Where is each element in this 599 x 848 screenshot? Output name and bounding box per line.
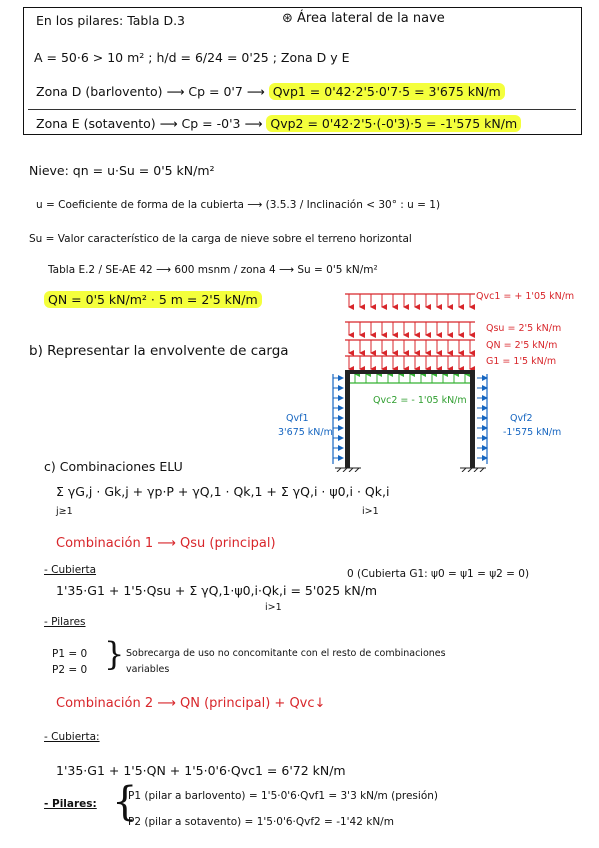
nieve-line-4: Tabla E.2 / SE-AE 42 ⟶ 600 msnm / zona 4 ⟶ Su = 0'5 kN/m² <box>48 264 378 276</box>
box-line-1-left: En los pilares: Tabla D.3 <box>36 13 186 28</box>
qvp1-highlight: Qvp1 = 0'42·2'5·0'7·5 = 3'675 kN/m <box>269 83 505 100</box>
box-line-1-right: ⊛ Área lateral de la nave <box>282 11 445 26</box>
right-support <box>460 468 486 472</box>
comb2-p2: P2 (pilar a sotavento) = 1'5·0'6·Qvf2 = -1'42 kN/m <box>128 816 394 828</box>
comb1-note: 0 (Cubierta G1: ψ0 = ψ1 = ψ2 = 0) <box>347 568 530 580</box>
comb2-cubierta-label: - Cubierta: <box>44 731 100 743</box>
comb1-p1: P1 = 0 <box>52 648 88 660</box>
label-qvf2-value: -1'575 kN/m <box>503 427 562 438</box>
comb1-equation: 1'35·G1 + 1'5·Qsu + Σ γQ,1·ψ0,i·Qk,i = 5'025 kN/m <box>56 583 378 598</box>
label-qvf1-value: 3'675 kN/m <box>278 427 333 438</box>
comb2-title: Combinación 2 ⟶ QN (principal) + Qvc↓ <box>56 696 326 711</box>
qvp2-highlight: Qvp2 = 0'42·2'5·(-0'3)·5 = -1'575 kN/m <box>266 115 521 132</box>
nieve-line-1: Nieve: qn = u·Su = 0'5 kN/m² <box>29 163 215 178</box>
comb2-brace: { <box>112 779 138 825</box>
box-line-4-text: Zona E (sotavento) ⟶ Cp = -0'3 ⟶ <box>36 116 263 131</box>
load-envelope-diagram <box>325 282 585 472</box>
comb1-cubierta-label: - Cubierta <box>44 564 97 576</box>
elu-formula-sub-i: i>1 <box>362 506 379 517</box>
label-qn: QN = 2'5 kN/m <box>486 340 558 351</box>
comb1-brace: } <box>104 635 125 673</box>
nieve-line-3: Su = Valor característico de la carga de nieve sobre el terreno horizontal <box>29 233 412 245</box>
box-line-3-text: Zona D (barlovento) ⟶ Cp = 0'7 ⟶ <box>36 84 265 99</box>
gravity-loads <box>345 294 475 369</box>
label-qvc2: Qvc2 = - 1'05 kN/m <box>373 395 467 406</box>
comb2-pilares-label: - Pilares: <box>44 798 97 810</box>
label-g1: G1 = 1'5 kN/m <box>486 356 557 367</box>
label-qsu: Qsu = 2'5 kN/m <box>486 323 562 334</box>
left-support <box>335 468 361 472</box>
frame-beam <box>345 370 475 374</box>
uplift-loads <box>350 374 470 383</box>
comb1-pilares-note-2: variables <box>126 664 170 675</box>
comb1-title: Combinación 1 ⟶ Qsu (principal) <box>56 536 276 551</box>
box-line-4 <box>36 116 521 132</box>
comb2-equation: 1'35·G1 + 1'5·QN + 1'5·0'6·Qvc1 = 6'72 kN/m <box>56 763 346 778</box>
qn-highlight: QN = 0'5 kN/m² · 5 m = 2'5 kN/m <box>44 291 262 308</box>
label-qvc1: Qvc1 = + 1'05 kN/m <box>476 291 575 302</box>
nieve-qn <box>44 292 262 308</box>
label-qvf2-name: Qvf2 <box>510 413 533 424</box>
box-line-2: A = 50·6 > 10 m² ; h/d = 6/24 = 0'25 ; Zona D y E <box>34 50 350 65</box>
section-c-title: c) Combinaciones ELU <box>44 459 183 474</box>
box-divider <box>28 109 576 110</box>
comb1-p2: P2 = 0 <box>52 664 88 676</box>
nieve-line-2: u = Coeficiente de forma de la cubierta ⟶ (3.5.3 / Inclinación < 30° : u = 1) <box>36 199 441 211</box>
elu-formula-sub-j: j≥1 <box>56 506 73 517</box>
elu-formula <box>56 484 389 500</box>
frame-left-column <box>345 370 350 468</box>
section-b-title: b) Representar la envolvente de carga <box>29 343 289 359</box>
comb1-sub-i: i>1 <box>265 602 282 613</box>
label-qvf1-name: Qvf1 <box>286 413 309 424</box>
comb1-pilares-note-1: Sobrecarga de uso no concomitante con el resto de combinaciones <box>126 648 446 659</box>
wind-loads <box>333 374 487 464</box>
comb1-pilares-label: - Pilares <box>44 616 86 628</box>
elu-formula-text: Σ γG,j · Gk,j + γp·P + γQ,1 · Qk,1 + Σ γQ,i · ψ0,i · Qk,i <box>56 484 390 499</box>
frame-right-column <box>470 370 475 468</box>
comb2-p1: P1 (pilar a barlovento) = 1'5·0'6·Qvf1 = 3'3 kN/m (presión) <box>128 790 438 802</box>
box-line-3 <box>36 84 505 100</box>
